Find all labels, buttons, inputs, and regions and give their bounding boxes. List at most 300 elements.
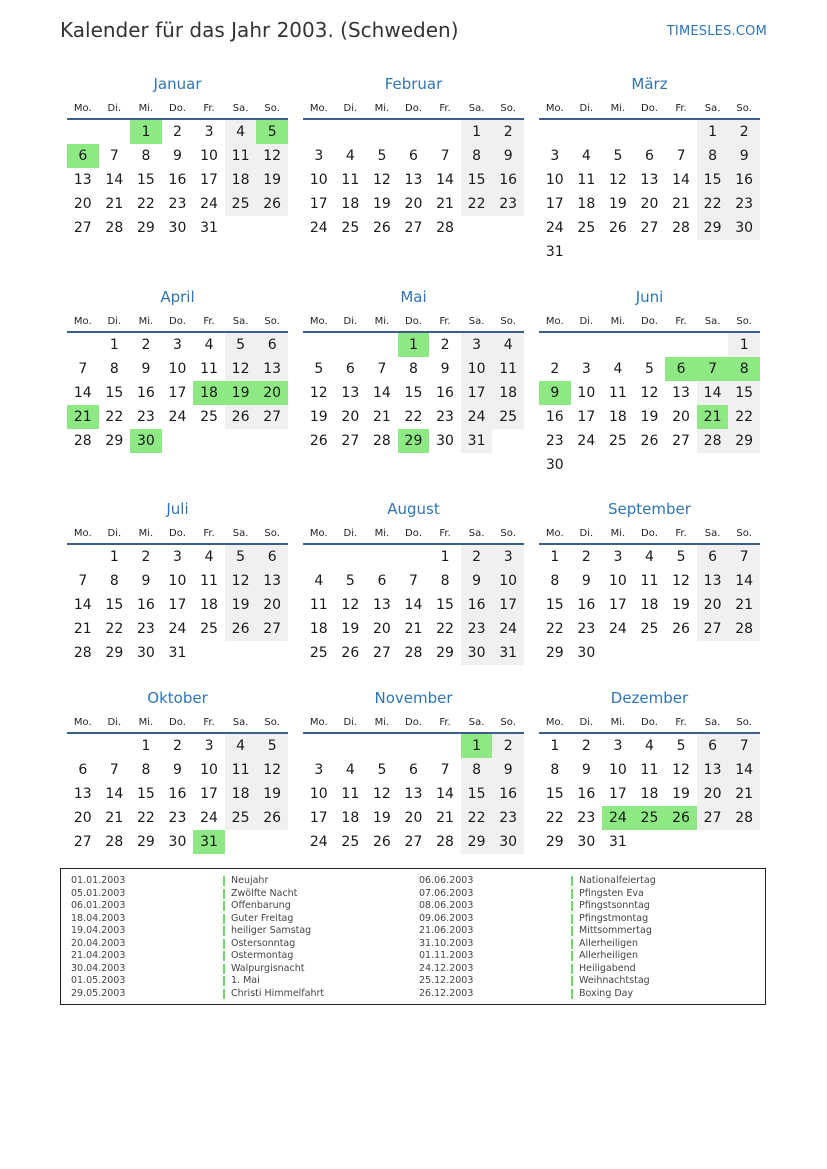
day-cell[interactable]: 17 bbox=[168, 385, 187, 401]
site-logo[interactable]: TIMESLES.COM bbox=[666, 24, 767, 39]
day-cell[interactable]: 29 bbox=[136, 834, 155, 850]
day-cell[interactable]: 25 bbox=[492, 405, 524, 429]
day-cell[interactable]: 24 bbox=[545, 220, 564, 236]
day-cell[interactable]: 4 bbox=[225, 734, 257, 758]
day-cell[interactable]: 3 bbox=[550, 148, 560, 164]
day-cell[interactable]: 25 bbox=[309, 645, 328, 661]
day-cell[interactable]: 12 bbox=[372, 786, 391, 802]
day-cell[interactable]: 28 bbox=[404, 645, 423, 661]
day-cell[interactable]: 26 bbox=[256, 192, 288, 216]
day-cell[interactable]: 24 bbox=[577, 433, 596, 449]
day-cell[interactable]: 16 bbox=[577, 786, 596, 802]
day-cell[interactable]: 9 bbox=[492, 758, 524, 782]
day-cell[interactable]: 16 bbox=[728, 168, 760, 192]
day-cell[interactable]: 18 bbox=[225, 782, 257, 806]
day-cell[interactable]: 27 bbox=[256, 405, 288, 429]
day-cell[interactable]: 12 bbox=[225, 357, 257, 381]
day-cell[interactable]: 15 bbox=[545, 786, 564, 802]
day-cell[interactable]: 11 bbox=[225, 758, 257, 782]
day-cell[interactable]: 21 bbox=[672, 196, 690, 212]
day-cell[interactable]: 11 bbox=[577, 172, 596, 188]
day-cell[interactable]: 25 bbox=[640, 621, 659, 637]
day-cell[interactable]: 19 bbox=[672, 786, 690, 802]
day-cell[interactable]: 28 bbox=[73, 433, 92, 449]
day-cell[interactable]: 2 bbox=[728, 120, 760, 144]
day-cell[interactable]: 23 bbox=[168, 810, 187, 826]
day-cell[interactable]: 24 bbox=[461, 405, 493, 429]
day-cell[interactable]: 12 bbox=[608, 172, 627, 188]
day-cell[interactable]: 20 bbox=[672, 409, 690, 425]
day-cell[interactable]: 31 bbox=[168, 645, 187, 661]
day-cell[interactable]: 17 bbox=[461, 381, 493, 405]
day-cell[interactable]: 16 bbox=[436, 385, 454, 401]
day-cell[interactable]: 14 bbox=[436, 172, 454, 188]
day-cell[interactable]: 3 bbox=[613, 549, 623, 565]
day-cell[interactable]: 20 bbox=[73, 810, 92, 826]
day-cell[interactable]: 28 bbox=[672, 220, 690, 236]
day-cell[interactable]: 25 bbox=[341, 834, 360, 850]
day-cell[interactable]: 9 bbox=[581, 573, 591, 589]
day-cell[interactable]: 29 bbox=[728, 429, 760, 453]
day-cell[interactable]: 22 bbox=[105, 409, 124, 425]
day-cell[interactable]: 23 bbox=[168, 196, 187, 212]
day-cell[interactable]: 11 bbox=[640, 573, 659, 589]
day-cell[interactable]: 17 bbox=[309, 196, 328, 212]
day-cell[interactable]: 23 bbox=[492, 192, 524, 216]
day-cell[interactable]: 9 bbox=[728, 144, 760, 168]
day-cell[interactable]: 24 bbox=[309, 220, 328, 236]
day-cell[interactable]: 23 bbox=[461, 617, 493, 641]
day-cell[interactable]: 7 bbox=[377, 361, 387, 377]
day-cell[interactable]: 16 bbox=[136, 385, 155, 401]
day-cell[interactable]: 9 bbox=[581, 762, 591, 778]
day-cell[interactable]: 5 bbox=[645, 361, 654, 377]
day-cell[interactable]: 15 bbox=[404, 385, 423, 401]
day-cell[interactable]: 5 bbox=[377, 148, 387, 164]
day-cell[interactable]: 2 bbox=[173, 124, 182, 140]
day-cell[interactable]: 22 bbox=[105, 621, 124, 637]
day-cell[interactable]: 21 bbox=[436, 810, 454, 826]
day-cell[interactable]: 10 bbox=[461, 357, 493, 381]
day-cell[interactable]: 24 bbox=[200, 810, 218, 826]
day-cell[interactable]: 1 bbox=[109, 549, 119, 565]
day-cell[interactable]: 18 bbox=[492, 381, 524, 405]
day-cell[interactable]: 22 bbox=[545, 810, 564, 826]
day-cell[interactable]: 20 bbox=[640, 196, 659, 212]
day-cell[interactable]: 12 bbox=[672, 762, 690, 778]
day-cell[interactable]: 30 bbox=[168, 834, 187, 850]
day-cell[interactable]: 11 bbox=[225, 144, 257, 168]
day-cell[interactable]: 19 bbox=[372, 810, 391, 826]
day-cell[interactable]: 6 bbox=[665, 357, 697, 381]
day-cell[interactable]: 5 bbox=[225, 545, 257, 569]
day-cell[interactable]: 13 bbox=[404, 786, 423, 802]
day-cell[interactable]: 22 bbox=[404, 409, 423, 425]
day-cell[interactable]: 2 bbox=[581, 738, 591, 754]
day-cell[interactable]: 26 bbox=[608, 220, 627, 236]
day-cell[interactable]: 28 bbox=[697, 429, 729, 453]
day-cell[interactable]: 27 bbox=[341, 433, 360, 449]
day-cell[interactable]: 11 bbox=[341, 786, 360, 802]
day-cell[interactable]: 25 bbox=[608, 433, 627, 449]
day-cell[interactable]: 5 bbox=[256, 120, 288, 144]
day-cell[interactable]: 13 bbox=[341, 385, 360, 401]
day-cell[interactable]: 20 bbox=[404, 196, 423, 212]
day-cell[interactable]: 17 bbox=[309, 810, 328, 826]
day-cell[interactable]: 18 bbox=[193, 381, 225, 405]
day-cell[interactable]: 2 bbox=[581, 549, 591, 565]
day-cell[interactable]: 25 bbox=[225, 806, 257, 830]
day-cell[interactable]: 20 bbox=[341, 409, 360, 425]
day-cell[interactable]: 8 bbox=[697, 144, 729, 168]
day-cell[interactable]: 20 bbox=[697, 782, 729, 806]
day-cell[interactable]: 10 bbox=[577, 385, 596, 401]
day-cell[interactable]: 28 bbox=[728, 806, 760, 830]
day-cell[interactable]: 16 bbox=[168, 172, 187, 188]
day-cell[interactable]: 21 bbox=[105, 810, 124, 826]
day-cell[interactable]: 21 bbox=[728, 782, 760, 806]
day-cell[interactable]: 12 bbox=[672, 573, 690, 589]
day-cell[interactable]: 12 bbox=[341, 597, 360, 613]
day-cell[interactable]: 7 bbox=[440, 762, 450, 778]
day-cell[interactable]: 10 bbox=[168, 361, 187, 377]
day-cell[interactable]: 5 bbox=[613, 148, 623, 164]
day-cell[interactable]: 28 bbox=[436, 220, 454, 236]
day-cell[interactable]: 8 bbox=[550, 573, 560, 589]
day-cell[interactable]: 22 bbox=[136, 196, 155, 212]
day-cell[interactable]: 26 bbox=[640, 433, 659, 449]
day-cell[interactable]: 11 bbox=[309, 597, 328, 613]
day-cell[interactable]: 13 bbox=[256, 569, 288, 593]
day-cell[interactable]: 7 bbox=[440, 148, 450, 164]
day-cell[interactable]: 12 bbox=[309, 385, 328, 401]
day-cell[interactable]: 19 bbox=[256, 782, 288, 806]
day-cell[interactable]: 16 bbox=[577, 597, 596, 613]
day-cell[interactable]: 17 bbox=[577, 409, 596, 425]
day-cell[interactable]: 23 bbox=[492, 806, 524, 830]
day-cell[interactable]: 17 bbox=[545, 196, 564, 212]
day-cell[interactable]: 10 bbox=[608, 573, 627, 589]
day-cell[interactable]: 1 bbox=[728, 333, 760, 357]
day-cell[interactable]: 19 bbox=[225, 381, 257, 405]
day-cell[interactable]: 31 bbox=[545, 244, 564, 260]
day-cell[interactable]: 27 bbox=[404, 220, 423, 236]
day-cell[interactable]: 8 bbox=[461, 144, 493, 168]
day-cell[interactable]: 26 bbox=[341, 645, 360, 661]
day-cell[interactable]: 18 bbox=[640, 786, 659, 802]
day-cell[interactable]: 4 bbox=[645, 549, 654, 565]
day-cell[interactable]: 7 bbox=[409, 573, 418, 589]
day-cell[interactable]: 26 bbox=[225, 617, 257, 641]
day-cell[interactable]: 5 bbox=[256, 734, 288, 758]
day-cell[interactable]: 16 bbox=[492, 168, 524, 192]
day-cell[interactable]: 20 bbox=[256, 593, 288, 617]
day-cell[interactable]: 19 bbox=[225, 593, 257, 617]
day-cell[interactable]: 18 bbox=[309, 621, 328, 637]
day-cell[interactable]: 2 bbox=[141, 549, 151, 565]
day-cell[interactable]: 19 bbox=[256, 168, 288, 192]
day-cell[interactable]: 13 bbox=[672, 385, 690, 401]
day-cell[interactable]: 2 bbox=[461, 545, 493, 569]
day-cell[interactable]: 20 bbox=[404, 810, 423, 826]
day-cell[interactable]: 9 bbox=[461, 569, 493, 593]
day-cell[interactable]: 1 bbox=[461, 734, 493, 758]
day-cell[interactable]: 5 bbox=[314, 361, 324, 377]
day-cell[interactable]: 13 bbox=[73, 786, 92, 802]
day-cell[interactable]: 17 bbox=[168, 597, 187, 613]
day-cell[interactable]: 17 bbox=[608, 786, 627, 802]
day-cell[interactable]: 26 bbox=[372, 220, 391, 236]
day-cell[interactable]: 12 bbox=[640, 385, 659, 401]
day-cell[interactable]: 30 bbox=[728, 216, 760, 240]
day-cell[interactable]: 20 bbox=[697, 593, 729, 617]
day-cell[interactable]: 10 bbox=[492, 569, 524, 593]
day-cell[interactable]: 10 bbox=[608, 762, 627, 778]
day-cell[interactable]: 31 bbox=[461, 429, 493, 453]
day-cell[interactable]: 17 bbox=[608, 597, 627, 613]
day-cell[interactable]: 28 bbox=[105, 834, 124, 850]
day-cell[interactable]: 15 bbox=[697, 168, 729, 192]
day-cell[interactable]: 14 bbox=[697, 381, 729, 405]
day-cell[interactable]: 15 bbox=[436, 597, 454, 613]
day-cell[interactable]: 31 bbox=[492, 641, 524, 665]
day-cell[interactable]: 19 bbox=[372, 196, 391, 212]
day-cell[interactable]: 18 bbox=[341, 810, 360, 826]
day-cell[interactable]: 22 bbox=[461, 806, 493, 830]
day-cell[interactable]: 3 bbox=[204, 738, 214, 754]
day-cell[interactable]: 15 bbox=[105, 385, 124, 401]
day-cell[interactable]: 3 bbox=[204, 124, 214, 140]
day-cell[interactable]: 25 bbox=[200, 409, 218, 425]
day-cell[interactable]: 30 bbox=[545, 457, 564, 473]
day-cell[interactable]: 4 bbox=[204, 337, 214, 353]
day-cell[interactable]: 29 bbox=[136, 220, 155, 236]
day-cell[interactable]: 27 bbox=[404, 834, 423, 850]
day-cell[interactable]: 18 bbox=[640, 597, 659, 613]
day-cell[interactable]: 25 bbox=[634, 806, 666, 830]
day-cell[interactable]: 21 bbox=[404, 621, 423, 637]
day-cell[interactable]: 9 bbox=[141, 361, 151, 377]
day-cell[interactable]: 1 bbox=[141, 738, 151, 754]
day-cell[interactable]: 5 bbox=[676, 549, 686, 565]
day-cell[interactable]: 3 bbox=[314, 762, 324, 778]
day-cell[interactable]: 7 bbox=[109, 148, 119, 164]
day-cell[interactable]: 28 bbox=[105, 220, 124, 236]
day-cell[interactable]: 7 bbox=[728, 545, 760, 569]
day-cell[interactable]: 14 bbox=[73, 597, 92, 613]
day-cell[interactable]: 24 bbox=[200, 196, 218, 212]
day-cell[interactable]: 18 bbox=[200, 597, 218, 613]
day-cell[interactable]: 27 bbox=[256, 617, 288, 641]
day-cell[interactable]: 1 bbox=[130, 120, 162, 144]
day-cell[interactable]: 14 bbox=[105, 172, 124, 188]
day-cell[interactable]: 30 bbox=[577, 645, 596, 661]
day-cell[interactable]: 16 bbox=[492, 782, 524, 806]
day-cell[interactable]: 15 bbox=[461, 168, 493, 192]
day-cell[interactable]: 11 bbox=[640, 762, 659, 778]
day-cell[interactable]: 2 bbox=[492, 120, 524, 144]
day-cell[interactable]: 13 bbox=[73, 172, 92, 188]
day-cell[interactable]: 16 bbox=[545, 409, 564, 425]
day-cell[interactable]: 27 bbox=[672, 433, 690, 449]
day-cell[interactable]: 3 bbox=[173, 549, 182, 565]
day-cell[interactable]: 6 bbox=[256, 333, 288, 357]
day-cell[interactable]: 10 bbox=[309, 786, 328, 802]
day-cell[interactable]: 24 bbox=[168, 409, 187, 425]
day-cell[interactable]: 14 bbox=[372, 385, 391, 401]
day-cell[interactable]: 15 bbox=[461, 782, 493, 806]
day-cell[interactable]: 6 bbox=[67, 144, 99, 168]
day-cell[interactable]: 10 bbox=[200, 762, 218, 778]
day-cell[interactable]: 6 bbox=[409, 148, 418, 164]
day-cell[interactable]: 8 bbox=[109, 361, 119, 377]
day-cell[interactable]: 8 bbox=[440, 573, 450, 589]
day-cell[interactable]: 18 bbox=[341, 196, 360, 212]
day-cell[interactable]: 8 bbox=[550, 762, 560, 778]
day-cell[interactable]: 8 bbox=[141, 762, 151, 778]
day-cell[interactable]: 19 bbox=[341, 621, 360, 637]
day-cell[interactable]: 26 bbox=[372, 834, 391, 850]
day-cell[interactable]: 8 bbox=[728, 357, 760, 381]
day-cell[interactable]: 30 bbox=[577, 834, 596, 850]
day-cell[interactable]: 7 bbox=[109, 762, 119, 778]
day-cell[interactable]: 11 bbox=[200, 361, 218, 377]
day-cell[interactable]: 21 bbox=[105, 196, 124, 212]
day-cell[interactable]: 29 bbox=[436, 645, 454, 661]
day-cell[interactable]: 15 bbox=[545, 597, 564, 613]
day-cell[interactable]: 1 bbox=[440, 549, 450, 565]
day-cell[interactable]: 13 bbox=[256, 357, 288, 381]
day-cell[interactable]: 31 bbox=[193, 830, 225, 854]
day-cell[interactable]: 26 bbox=[225, 405, 257, 429]
day-cell[interactable]: 2 bbox=[440, 337, 450, 353]
day-cell[interactable]: 12 bbox=[225, 569, 257, 593]
day-cell[interactable]: 25 bbox=[577, 220, 596, 236]
day-cell[interactable]: 27 bbox=[73, 220, 92, 236]
day-cell[interactable]: 23 bbox=[577, 810, 596, 826]
day-cell[interactable]: 11 bbox=[200, 573, 218, 589]
day-cell[interactable]: 1 bbox=[550, 738, 560, 754]
day-cell[interactable]: 21 bbox=[697, 405, 729, 429]
day-cell[interactable]: 21 bbox=[67, 405, 99, 429]
day-cell[interactable]: 18 bbox=[608, 409, 627, 425]
day-cell[interactable]: 7 bbox=[78, 361, 88, 377]
day-cell[interactable]: 1 bbox=[398, 333, 430, 357]
day-cell[interactable]: 6 bbox=[256, 545, 288, 569]
day-cell[interactable]: 29 bbox=[398, 429, 430, 453]
day-cell[interactable]: 24 bbox=[309, 834, 328, 850]
day-cell[interactable]: 27 bbox=[640, 220, 659, 236]
day-cell[interactable]: 6 bbox=[697, 545, 729, 569]
day-cell[interactable]: 2 bbox=[173, 738, 182, 754]
day-cell[interactable]: 13 bbox=[697, 758, 729, 782]
day-cell[interactable]: 15 bbox=[136, 172, 155, 188]
day-cell[interactable]: 19 bbox=[640, 409, 659, 425]
day-cell[interactable]: 9 bbox=[440, 361, 450, 377]
day-cell[interactable]: 25 bbox=[225, 192, 257, 216]
day-cell[interactable]: 16 bbox=[461, 593, 493, 617]
day-cell[interactable]: 11 bbox=[341, 172, 360, 188]
day-cell[interactable]: 19 bbox=[309, 409, 328, 425]
day-cell[interactable]: 9 bbox=[173, 148, 182, 164]
day-cell[interactable]: 27 bbox=[697, 617, 729, 641]
day-cell[interactable]: 28 bbox=[728, 617, 760, 641]
day-cell[interactable]: 26 bbox=[309, 433, 328, 449]
day-cell[interactable]: 22 bbox=[545, 621, 564, 637]
day-cell[interactable]: 8 bbox=[141, 148, 151, 164]
day-cell[interactable]: 24 bbox=[608, 621, 627, 637]
day-cell[interactable]: 6 bbox=[78, 762, 88, 778]
day-cell[interactable]: 15 bbox=[105, 597, 124, 613]
day-cell[interactable]: 17 bbox=[200, 172, 218, 188]
day-cell[interactable]: 4 bbox=[613, 361, 623, 377]
day-cell[interactable]: 12 bbox=[256, 144, 288, 168]
day-cell[interactable]: 22 bbox=[436, 621, 454, 637]
day-cell[interactable]: 2 bbox=[141, 337, 151, 353]
day-cell[interactable]: 4 bbox=[314, 573, 324, 589]
day-cell[interactable]: 14 bbox=[672, 172, 690, 188]
day-cell[interactable]: 21 bbox=[728, 593, 760, 617]
day-cell[interactable]: 29 bbox=[697, 216, 729, 240]
day-cell[interactable]: 13 bbox=[697, 569, 729, 593]
day-cell[interactable]: 24 bbox=[168, 621, 187, 637]
day-cell[interactable]: 6 bbox=[377, 573, 387, 589]
day-cell[interactable]: 3 bbox=[461, 333, 493, 357]
day-cell[interactable]: 10 bbox=[309, 172, 328, 188]
day-cell[interactable]: 4 bbox=[204, 549, 214, 565]
day-cell[interactable]: 12 bbox=[372, 172, 391, 188]
day-cell[interactable]: 26 bbox=[665, 806, 697, 830]
day-cell[interactable]: 30 bbox=[492, 830, 524, 854]
day-cell[interactable]: 22 bbox=[697, 192, 729, 216]
day-cell[interactable]: 1 bbox=[550, 549, 560, 565]
day-cell[interactable]: 7 bbox=[78, 573, 88, 589]
day-cell[interactable]: 31 bbox=[200, 220, 218, 236]
day-cell[interactable]: 21 bbox=[73, 621, 92, 637]
day-cell[interactable]: 23 bbox=[436, 409, 454, 425]
day-cell[interactable]: 14 bbox=[404, 597, 423, 613]
day-cell[interactable]: 1 bbox=[461, 120, 493, 144]
day-cell[interactable]: 24 bbox=[492, 617, 524, 641]
day-cell[interactable]: 19 bbox=[672, 597, 690, 613]
day-cell[interactable]: 26 bbox=[672, 621, 690, 637]
day-cell[interactable]: 30 bbox=[461, 641, 493, 665]
day-cell[interactable]: 28 bbox=[372, 433, 391, 449]
day-cell[interactable]: 17 bbox=[200, 786, 218, 802]
day-cell[interactable]: 16 bbox=[168, 786, 187, 802]
day-cell[interactable]: 20 bbox=[256, 381, 288, 405]
day-cell[interactable]: 21 bbox=[436, 196, 454, 212]
day-cell[interactable]: 18 bbox=[577, 196, 596, 212]
day-cell[interactable]: 7 bbox=[676, 148, 686, 164]
day-cell[interactable]: 30 bbox=[436, 433, 454, 449]
day-cell[interactable]: 19 bbox=[608, 196, 627, 212]
day-cell[interactable]: 29 bbox=[545, 645, 564, 661]
day-cell[interactable]: 4 bbox=[345, 762, 355, 778]
day-cell[interactable]: 9 bbox=[492, 144, 524, 168]
day-cell[interactable]: 13 bbox=[640, 172, 659, 188]
day-cell[interactable]: 20 bbox=[372, 621, 391, 637]
day-cell[interactable]: 4 bbox=[225, 120, 257, 144]
day-cell[interactable]: 8 bbox=[461, 758, 493, 782]
day-cell[interactable]: 2 bbox=[550, 361, 560, 377]
day-cell[interactable]: 6 bbox=[645, 148, 654, 164]
day-cell[interactable]: 26 bbox=[256, 806, 288, 830]
day-cell[interactable]: 15 bbox=[136, 786, 155, 802]
day-cell[interactable]: 2 bbox=[492, 734, 524, 758]
day-cell[interactable]: 6 bbox=[345, 361, 355, 377]
day-cell[interactable]: 4 bbox=[345, 148, 355, 164]
